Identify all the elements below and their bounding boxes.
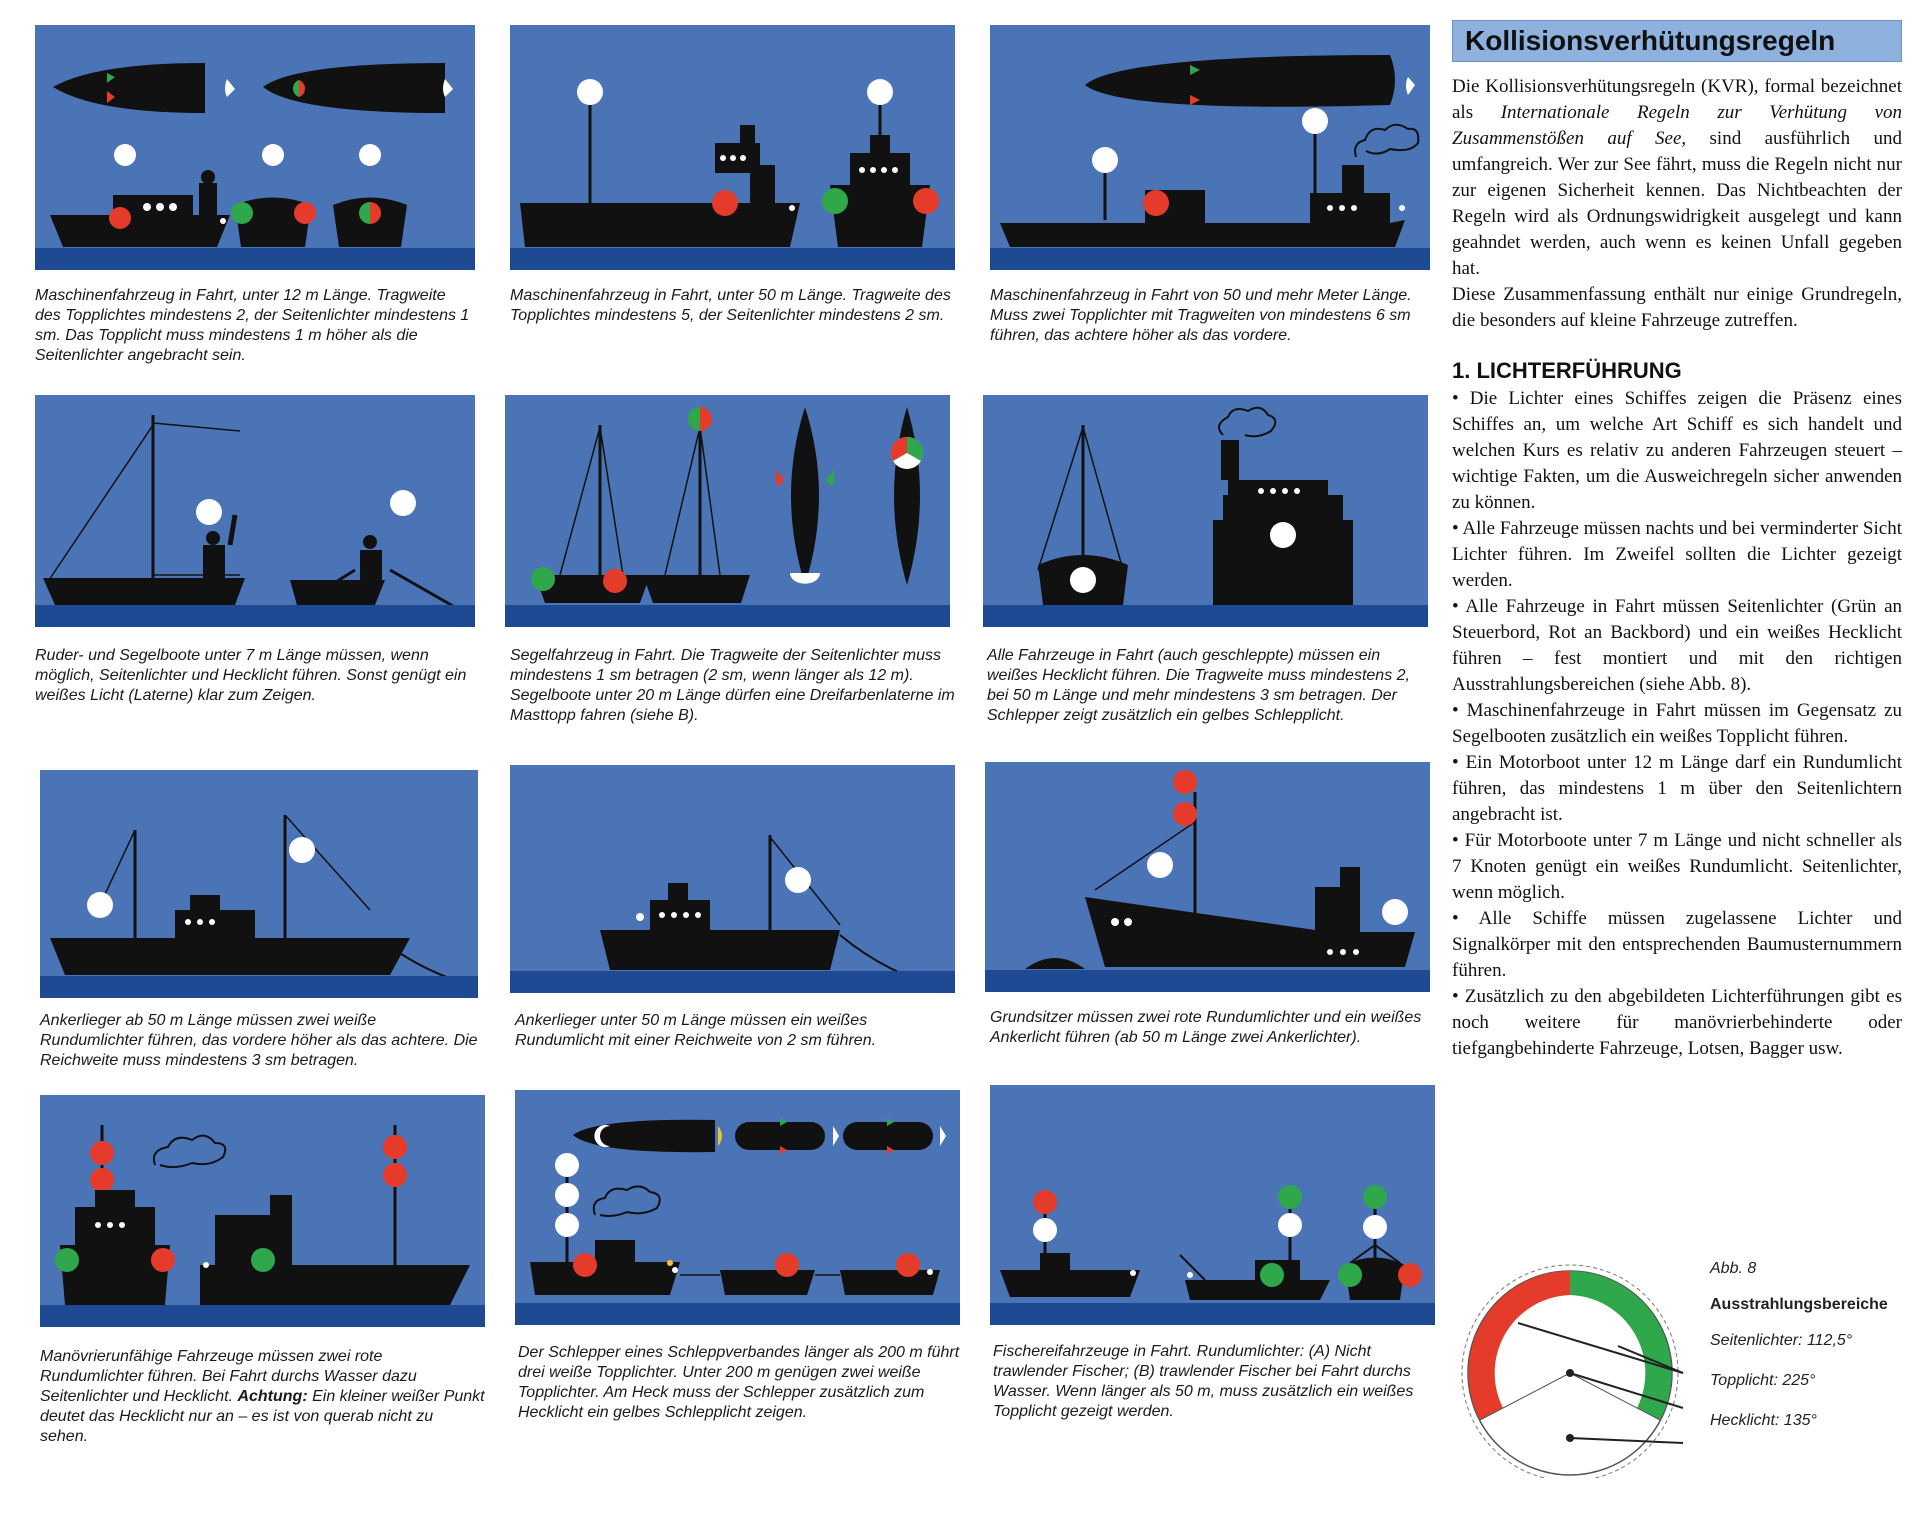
section-heading: 1. LICHTERFÜHRUNG bbox=[1452, 358, 1682, 383]
panel-stern-light bbox=[983, 395, 1428, 627]
bullet-2: • Alle Fahrzeuge müssen nachts und bei verminderter Sicht Lichter führen. Im Zweifel sollten die Lichter gezeigt werden. bbox=[1452, 518, 1902, 591]
panel-sailing-vessel bbox=[505, 395, 950, 627]
panel-anchored-over-50m bbox=[40, 770, 478, 998]
bullet-5: • Ein Motorboot unter 12 m Länge darf ein Rundumlicht führen, das mindestens 1 m über den Seitenlichtern angebracht ist. bbox=[1452, 752, 1902, 825]
caption-10-text: Manövrierunfähige Fahrzeuge müssen zwei rote Rundumlichter führen. Bei Fahrt durchs Wasser dazu Seitenlichter und Hecklicht. bbox=[40, 1348, 417, 1405]
panel-rowing-sailing-boats bbox=[35, 395, 475, 627]
caption-6: Alle Fahrzeuge in Fahrt (auch geschleppte) müssen ein weißes Hecklicht führen. Die Tragweite muss mindestens 2, bei 50 m Länge und mehr mindestens 3 sm betragen. Der Schlepper zeigt zusätzlich ein gelbes Schlepplicht. bbox=[987, 647, 1410, 724]
panel-fishing-vessels bbox=[990, 1085, 1435, 1325]
intro-paragraph bbox=[1452, 74, 1902, 282]
page-title: Kollisionsverhütungsregeln bbox=[1452, 20, 1902, 62]
bullet-3: • Alle Fahrzeuge in Fahrt müssen Seitenlichter (Grün an Steuerbord, Rot an Backbord) und ein weißes Hecklicht führen – fest montiert und mit den richtigen Ausstrahlungsbereichen (siehe Abb. 8). bbox=[1452, 596, 1902, 695]
bullet-8: • Zusätzlich zu den abgebildeten Lichterführungen gibt es noch weitere für manövrierbehinderte oder tiefgangbehinderte Fahrzeuge, Lotsen, Bagger usw. bbox=[1452, 986, 1902, 1059]
figure-masthead-light: Topplicht: 225° bbox=[1710, 1372, 1816, 1389]
caption-3: Maschinenfahrzeug in Fahrt von 50 und mehr Meter Länge. Muss zwei Topplichter mit Tragweiten von mindestens 6 sm führen, das achtere höher als das vordere. bbox=[990, 287, 1412, 344]
caption-10-warning: Achtung: bbox=[237, 1388, 308, 1405]
caption-2: Maschinenfahrzeug in Fahrt, unter 50 m Länge. Tragweite des Topplichtes mindestens 5, der Seitenlichter mindestens 2 sm. bbox=[510, 287, 951, 324]
caption-5: Segelfahrzeug in Fahrt. Die Tragweite der Seitenlichter muss mindestens 1 sm betragen (2 sm, wenn länger als 12 m). Segelboote unter 20 m Länge dürfen eine Dreifarbenlaterne im Masttopp fahren (siehe B). bbox=[510, 647, 955, 724]
caption-10-note: Ein kleiner weißer Punkt deutet das Hecklicht nur an – es ist von querab nicht zu sehen. bbox=[40, 1388, 485, 1445]
caption-9: Grundsitzer müssen zwei rote Rundumlichter und ein weißes Ankerlicht führen (ab 50 m Länge zwei Ankerlichter). bbox=[990, 1009, 1422, 1046]
bullet-7: • Alle Schiffe müssen zugelassene Lichter und Signalkörper mit den entsprechenden Baumusternummern führen. bbox=[1452, 908, 1902, 981]
figure-side-lights: Seitenlichter: 112,5° bbox=[1710, 1332, 1853, 1349]
panel-motorship-over-50m bbox=[990, 25, 1430, 270]
caption-4: Ruder- und Segelboote unter 7 m Länge müssen, wenn möglich, Seitenlichter und Hecklicht führen. Sonst genügt ein weißes Licht (Laterne) klar zum Zeigen. bbox=[35, 647, 467, 704]
bullet-1: • Die Lichter eines Schiffes zeigen die Präsenz eines Schiffes an, um welche Art Schiff es sich handelt und welchen Kurs es relativ zu anderen Fahrzeugen steuert – wichtige Fakten, um die Ausweichregeln sicher anwenden zu können. bbox=[1452, 388, 1902, 513]
caption-1: Maschinenfahrzeug in Fahrt, unter 12 m Länge. Tragweite des Topplichtes mindestens 2, der Seitenlichter mindestens 1 sm. Das Topplicht muss mindestens 1 m höher als die Seitenlichter angebracht sein. bbox=[35, 287, 470, 364]
panel-tow bbox=[515, 1090, 960, 1325]
panel-anchored-under-50m bbox=[510, 765, 955, 993]
panel-aground bbox=[985, 762, 1430, 992]
text-column bbox=[1452, 20, 1902, 1062]
intro-paragraph-2: Diese Zusammenfassung enthält nur einige Grundregeln, die besonders auf kleine Fahrzeuge zutreffen. bbox=[1452, 284, 1902, 331]
intro-italic: Internationale Regeln zur Verhütung von Zusammenstößen auf See bbox=[1452, 102, 1903, 149]
intro-text-2: , sind ausführlich und umfangreich. Wer zur See fährt, muss die Regeln nicht nur zur eigenen Sicherheit kennen. Das Nichtbeachten der Regeln wird als Ordnungswidrigkeit ausgelegt und kann geahndet werden, auch wenn es keinen Unfall gegeben hat. bbox=[1452, 128, 1902, 279]
figure-number: Abb. 8 bbox=[1710, 1260, 1757, 1277]
caption-10 bbox=[40, 1347, 485, 1447]
intro-text-1: Die Kollisionsverhütungsregeln (KVR), formal bezeichnet als bbox=[1452, 76, 1902, 123]
figure-stern-light: Hecklicht: 135° bbox=[1710, 1412, 1817, 1429]
panel-motorship-under-50m bbox=[510, 25, 955, 270]
panel-not-under-command bbox=[40, 1095, 485, 1327]
figure-title: Ausstrahlungsbereiche bbox=[1710, 1296, 1888, 1313]
bullet-4: • Maschinenfahrzeuge in Fahrt müssen im Gegensatz zu Segelbooten zusätzlich ein weißes Topplicht führen. bbox=[1452, 700, 1902, 747]
caption-7: Ankerlieger ab 50 m Länge müssen zwei weiße Rundumlichter führen, das vordere höher als das achtere. Die Reichweite muss mindestens 3 sm betragen. bbox=[40, 1012, 478, 1069]
caption-8: Ankerlieger unter 50 m Länge müssen ein weißes Rundumlicht mit einer Reichweite von 2 sm führen. bbox=[515, 1012, 877, 1049]
caption-11: Der Schlepper eines Schleppverbandes länger als 200 m führt drei weiße Topplichter. Unter 200 m genügen zwei weiße Topplichter. Am Heck muss der Schlepper zusätzlich zum Hecklicht ein gelbes Schlepplicht zeigen. bbox=[518, 1344, 960, 1421]
bullet-6: • Für Motorboote unter 7 m Länge und nicht schneller als 7 Knoten genügt ein weißes Rundumlicht. Seitenlichter, wenn möglich. bbox=[1452, 830, 1902, 903]
panel-motorboat-under-12m bbox=[35, 25, 475, 270]
figure-light-sectors bbox=[1458, 1248, 1898, 1478]
caption-12: Fischereifahrzeuge in Fahrt. Rundumlichter: (A) Nicht trawlender Fischer; (B) trawlender Fischer bei Fahrt durchs Wasser. Wenn länger als 50 m, muss zusätzlich ein weißes Topplicht gezeigt werden. bbox=[993, 1343, 1414, 1420]
